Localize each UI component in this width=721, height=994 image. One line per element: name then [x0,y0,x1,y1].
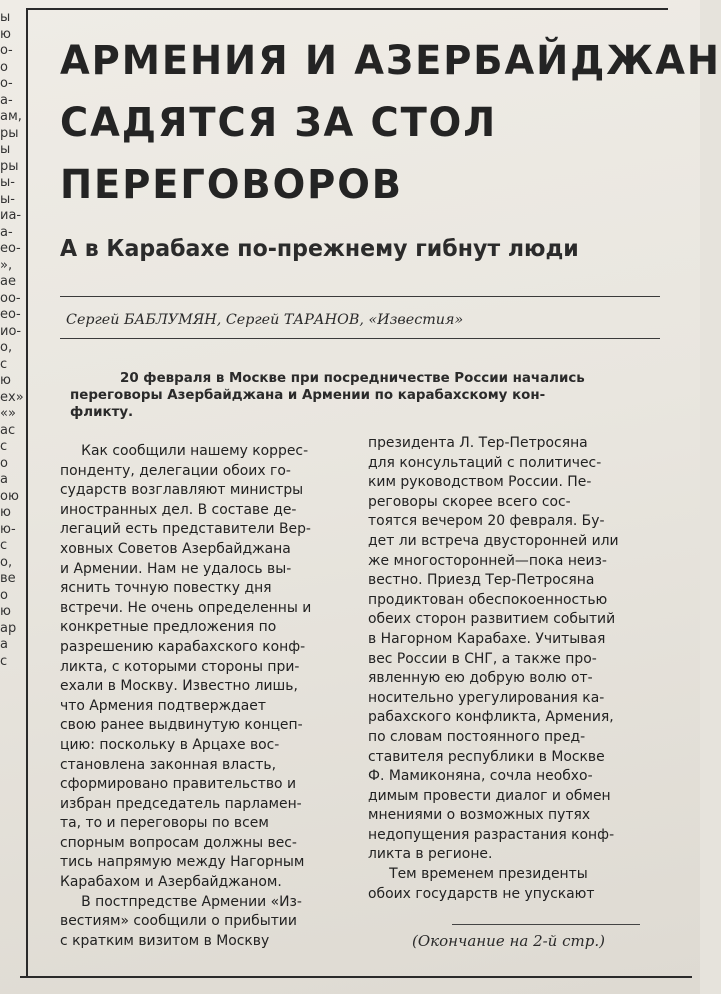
text-line: а- [0,224,13,240]
text-line: о, [0,554,13,570]
headline [60,30,721,216]
text-line: ве [0,571,16,586]
text-line: ы- [0,191,15,207]
text-line: с [0,538,8,553]
text-line: с [0,439,8,454]
text-line: ае [0,274,16,289]
text-line: легаций есть представители Вер- [60,521,311,538]
text-line: ставителя республики в Москве [368,748,605,765]
text-line: ою [0,488,19,504]
text-line: та, то и переговоры по всем [60,815,269,832]
text-line: реговоры скорее всего сос- [368,493,571,510]
text-line: димым провести диалог и обмен [368,787,611,804]
text-line: ким руководством России. Пе- [368,474,592,491]
text-line: с кратким визитом в Москву [60,932,270,949]
text-line: ю [0,26,11,42]
text-line: недопущения разрастания конф- [368,826,615,843]
text-line: а- [0,92,13,108]
body-column-left [60,442,311,951]
text-line: Тем временем президенты [389,866,588,883]
rule-top [60,296,660,297]
text-line: Ф. Мамиконяна, сочла необхо- [368,768,593,785]
byline: Сергей БАБЛУМЯН, Сергей ТАРАНОВ, «Известия» [66,312,464,328]
text-line: ю [0,373,11,388]
text-line: о, [0,340,13,355]
continuation-note: (Окончание на 2-й стр.) [412,932,605,950]
text-line: оо- [0,290,21,306]
headline-line: АРМЕНИЯ И АЗЕРБАЙДЖАН [60,38,721,84]
text-line: с [0,356,8,372]
text-line: о- [0,43,13,58]
text-line: ликта, с которыми стороны при- [60,658,300,675]
text-line: ам, [0,109,22,124]
lead-line: 20 февраля в Москве при посредничестве России начались [120,371,585,386]
text-line: иностранных дел. В составе де- [60,501,297,518]
headline-line: САДЯТСЯ ЗА СТОЛ [60,100,498,146]
text-line: и Армении. Нам не удалось вы- [60,560,292,577]
text-line: сударств возглавляют министры [60,482,304,499]
text-line: мнениями о возможных путях [368,807,591,824]
text-line: ео- [0,241,21,256]
body-column-right [368,434,619,904]
text-line: рабахского конфликта, Армения, [368,709,614,726]
text-line: тоятся вечером 20 февраля. Бу- [368,513,605,530]
text-line: встречи. Не очень определенны и [60,599,312,616]
adjacent-column-fragment [0,10,24,669]
text-line: ео- [0,307,21,322]
text-line: цию: поскольку в Арцахе вос- [60,736,280,753]
text-line: продиктован обеспокоенностью [368,591,608,608]
text-line: ю [0,604,11,619]
text-line: о- [0,76,13,91]
text-line: разрешению карабахского конф- [60,638,306,655]
lead-paragraph [70,370,660,421]
text-line: о [0,59,8,75]
text-line: президента Л. Тер-Петросяна [368,435,588,451]
text-line: носительно урегулирования ка- [368,689,605,706]
text-line: ы [0,142,11,157]
text-line: а [0,637,8,652]
text-line: в Нагорном Карабахе. Учитывая [368,630,606,647]
text-line: ю- [0,521,16,537]
text-line: что Армения подтверждает [60,697,266,714]
text-line: ас [0,422,16,438]
text-line: понденту, делегации обоих го- [60,462,291,479]
headline-line: ПЕРЕГОВОРОВ [60,162,403,208]
subheadline: А в Карабахе по-прежнему гибнут люди [60,236,579,262]
text-line: же многосторонней—пока неиз- [368,552,607,569]
text-line: ех» [0,389,24,405]
text-line: ликта в регионе. [368,846,493,863]
text-line: вестиям» сообщили о прибытии [60,913,297,930]
text-line: свою ранее выдвинутую концеп- [60,717,303,734]
text-line: ы [0,10,11,25]
text-line: о [0,455,8,471]
text-line: ио- [0,323,22,339]
text-line: спорным вопросам должны вес- [60,834,297,851]
text-line: тись напрямую между Нагорным [60,854,305,871]
text-line: ры [0,125,19,141]
text-line: а [0,472,8,487]
text-line: по словам постоянного пред- [368,728,586,745]
lead-line: фликту. [70,405,134,420]
text-line: яснить точную повестку дня [60,580,272,597]
text-line: конкретные предложения по [60,619,277,636]
text-line: ю [0,505,11,520]
text-line: », [0,257,13,273]
text-line: В постпредстве Армении «Из- [81,893,302,910]
text-line: «» [0,406,16,421]
text-line: вес России в СНГ, а также про- [368,650,597,667]
text-line: вестно. Приезд Тер-Петросяна [368,572,595,589]
lead-line: переговоры Азербайджана и Армении по карабахскому кон- [70,388,546,403]
text-line: ховных Советов Азербайджана [60,540,291,557]
text-line: для консультаций с политичес- [368,454,602,471]
continuation-separator [452,924,640,925]
text-line: сформировано правительство и [60,776,297,793]
text-line: становлена законная власть, [60,756,277,773]
text-line: Как сообщили нашему коррес- [81,443,309,459]
text-line: о [0,587,8,603]
text-line: ехали в Москву. Известно лишь, [60,678,298,695]
text-line: Карабахом и Азербайджаном. [60,874,282,891]
text-line: ар [0,620,17,636]
text-line: явленную ею добрую волю от- [368,670,593,687]
text-line: иа- [0,208,22,223]
text-line: избран председатель парламен- [60,795,302,812]
text-line: дет ли встреча двусторонней или [368,532,619,549]
text-line: ры [0,158,19,174]
bottom-rule [20,976,692,978]
text-line: с [0,653,8,669]
text-line: обеих сторон развитием событий [368,611,616,628]
text-line: ы- [0,175,15,190]
text-line: обоих государств не упускают [368,885,595,902]
rule-bottom [60,338,660,339]
